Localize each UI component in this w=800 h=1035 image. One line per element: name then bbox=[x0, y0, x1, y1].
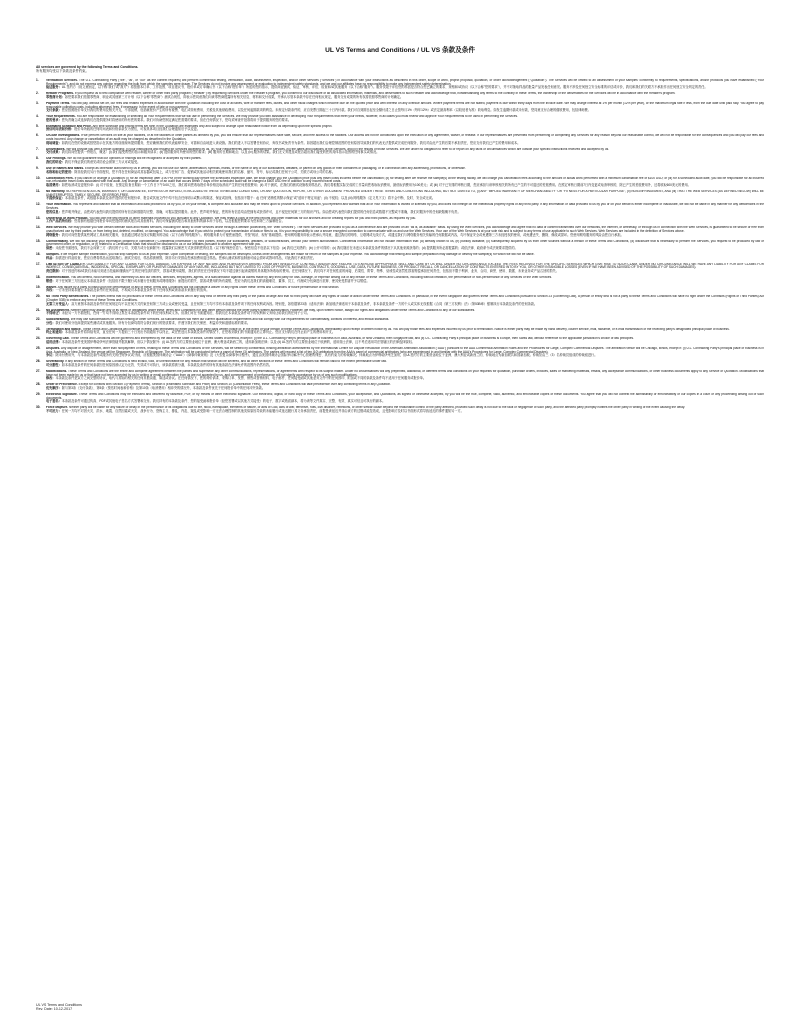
clause-heading-zh: 样品： bbox=[46, 255, 56, 260]
clause-heading: Your Requirements. bbox=[46, 115, 76, 119]
clause-number: 23. bbox=[36, 326, 41, 331]
clause-heading-zh: 电子签名： bbox=[46, 399, 62, 404]
clause-number: 2. bbox=[36, 91, 39, 96]
clause-body-zh: 您声明并保证，由您或代表您向我们提供的所有信息和数据均完整、准确，可据以提供服务。此外，您声明并保证，您的所有信息均由您拥有或获得许可，且不侵犯任何第三方的知识产权。如由您或代表您向我们提供的任何信息或数据不完整或不准确，我们对服务中的任何缺陷概不负责。 bbox=[61, 209, 461, 214]
clause-text-en: If you request us to test compliance with retailer, career or other third party program ("Retailer") by requesting Services under the Retailer's program, you consent to our disclosure of all associated information, materials, and deliverables to such Retailer and acknowledge that, notwithstanding any terms to the contrary in these Terms, the ownership of the deliverables for the Services will be in accordance with the Retailer's program. bbox=[74, 92, 676, 96]
clause-number: 16. bbox=[36, 251, 41, 256]
clause-number: 26. bbox=[36, 359, 41, 364]
clause-heading-zh: 支付条款： bbox=[46, 108, 62, 113]
clause-body-zh: 如需进行样品检查，您应自费将样品运送给我们。测试完成后，样品将被销毁，除非另行安排由您承担费用退还样品。您承认测试和样品制备可能会损坏或毁坏样品，对此我们不承担责任。 bbox=[55, 255, 317, 260]
clause-text-en: Neither party will be liable for any failure or delay in the performance of its obligations due to fire, flood, earthquake, elements of nature, or acts of God, acts of war, terrorism, riots, civil disorder, rebellions, or other similar cause beyond the reasonable control of the party affected, provided such delay is not due to the fault or negligence of such party, and the affected party promptly notifies the other party in writing of the event causing the delay. bbox=[69, 406, 686, 410]
clause-heading-zh: 零售商计划： bbox=[46, 94, 65, 99]
clause-number: 13. bbox=[36, 215, 41, 220]
clause-text-zh bbox=[46, 234, 764, 238]
clause-heading: Force Majeure. bbox=[46, 406, 69, 410]
clause-body-zh: UL 签约方（视文意而定，以下称"我们"或"我方"）将按照本订单、工作范围、项目建议书、报价单或订单确认书（以下合称"报价单"）所述的您的指示，提供商业测试、验证、审核、评估、检查和/或其他服务（以下合称"服务"）。服务仅限于评估您的样品是否符合您已确立的要求、规格和/或协议（以下合称"您的要求"），并不对抽取样品的批量产品发表任何意见。服务不涉及任何独立安全标准的评估或评价，我们和我们的关联方不承担作出任何独立安全判定的责任。 bbox=[61, 85, 708, 90]
clause-body bbox=[46, 406, 764, 413]
clause-text-en: The parties intend that no provisions of these Terms and Conditions will in any way bind or benefit any third party or the public at large and that no third party will have any rights or cause of action under these Terms and Conditions. In particular, in the event Singapore law governs these Terms and Conditions pursuant to Section 23 (Governing Law), a person or entity who is not a party to these Terms and Conditions will have no right under the Contracts (Rights of Third Parties) Act (Chapter 53B) to enforce any term of these Terms and Conditions. bbox=[46, 295, 764, 302]
clause-21 bbox=[36, 309, 764, 316]
clause-number: 17. bbox=[36, 261, 41, 266]
clause-text-en: These Terms and Conditions may be executed and delivered by facsimile, PDF, or by means of other electronic signature. Our electronic, digital, or hard copy of these Terms and Conditions, your acceptance, and Quotations, as signed or otherwise accepted, by you will be the true, complete, valid, authentic, and enforceable copies of these documents. You agree that you will not contest the admissibility or enforceability of our copies in a court or any proceeding arising out of such documents. bbox=[46, 392, 764, 400]
footer-rev-date: Rev. Date: 10-12-2017 bbox=[36, 1007, 73, 1012]
clause-body bbox=[46, 286, 764, 293]
clause-body bbox=[46, 190, 764, 201]
clause-heading: No Assignment. bbox=[46, 308, 70, 312]
clause-number: 18. bbox=[36, 274, 41, 279]
clause-number: 7. bbox=[36, 146, 39, 151]
clause-text-en: If we perform Services on site at your facilities, or at the facilities of other parties as directed by you, you will ensure that our representatives have safe, secure, and free access to the facilities. Our access will not be conditioned upon the execution of any agreement, waiver, or release. If our representatives are prevented from performing or completing any Services for any reason beyond our reasonable control, we will not be responsible for the consequences and you will pay our fees and costs incurred. Any change or cancellation of an audit may be charged as described in the Quotation. bbox=[46, 134, 764, 142]
clause-20 bbox=[36, 295, 764, 306]
clause-number: 1. bbox=[36, 77, 39, 82]
clause-body-zh: 报价单所载的任何时间表和价格条款仅为预估，可视具体项目经我们合理通知后予以变更。 bbox=[74, 127, 200, 132]
intro-zh: 所有服务均受以下条款及条件约束。 bbox=[36, 68, 89, 73]
clause-15 bbox=[36, 240, 764, 251]
clause-body-zh: 如本条款及条件的任何条款因任何原因被认定为无效、失效或不可执行，该条款将被分割，本条款及条件的所有其他条款在法律允许的范围内仍然有效。 bbox=[61, 363, 273, 368]
clause-12 bbox=[36, 203, 764, 214]
clause-number: 24. bbox=[36, 336, 41, 341]
clause-body-zh: 一方未坚持要求履行本条款及条件的任何条款，不构成对本条款及条件项下任何权利或该条款未来履行的放弃。 bbox=[55, 288, 210, 293]
clause-heading-zh: 无第三方受益人： bbox=[46, 301, 72, 306]
clause-body bbox=[46, 360, 764, 367]
clause-heading: Disputes. bbox=[46, 347, 61, 350]
clause-body-zh: 任何一方均不对因火灾、洪水、地震、自然因素或天灾、战争行为、恐怖主义、暴乱、内乱、叛乱或受影响一方无法合理控制的其他类似原因导致的未能履行或延迟履行其义务承担责任，前提是该延迟并非由该方的过错或疏忽造成，且受影响方及时以书面形式将导致延迟的事件通知另一方。 bbox=[61, 409, 464, 413]
clause-29 bbox=[36, 393, 764, 404]
clause-text-zh bbox=[46, 161, 764, 165]
clause-body bbox=[46, 148, 764, 155]
clause-heading-zh: 您的信息： bbox=[46, 209, 62, 214]
clause-text-en: We will not disclose your information obtained in confidence ("Confidential Information") to third parties, except our subsidiaries, affiliates, or subcontractors, without your written authorization. Confidential Information will not include information that: (a) already known to us, (b) publicly available, (c) subsequently acquired by us from other sources without a breach of these Terms and Conditions, (d) disclosure that is necessary to perform the Services, you request to be produced by law or government order, or regulation, or (f) related to a Certification Mark that should be disclosed to us or our affiliates pursuant to another agreement with you. bbox=[46, 239, 764, 247]
clause-heading: Web Services. bbox=[46, 226, 68, 230]
page-footer bbox=[36, 1003, 82, 1012]
clause-heading: Severability. bbox=[46, 360, 65, 364]
clause-body bbox=[46, 309, 764, 316]
clause-text-en: OUR LIABILITY FOR ANY CLAIMS FOR LOSS, DAMAGE, OR EXPENSE OF ANY NATURE AND HOWSOEVER ARISING FROM ANY BREACH OF CONTRACT AND/OR ANY FAILURE TO EXERCISE APPROPRIATE SKILL AND CARE BY US WILL UNDER NO CIRCUMSTANCE EXCEED THE FEES RECEIVED FOR THE SPECIFIC SERVICES WHICH GIVE RISE TO SUCH CLAIM. UNDER NO CIRCUMSTANCE WILL WE HAVE ANY LIABILITY FOR ANY CLAIMS FOR INDIRECT, CONSEQUENTIAL, INCIDENTAL, SPECIAL, EXEMPLARY, OR PUNITIVE DAMAGES OF ANY NATURE, INCLUDING BUT NOT LIMITED TO LOSS OF PROFITS, BUSINESS, CONTRACTS, GOODWILL, USE, DATA, FUTURE BUSINESS, OR PRODUCT RECALL, OR CANCELLATION OF CONTRACTS ENTERED INTO BY YOU, OR OTHER INTANGIBLE LOSSES (EVEN IF WE HAVE BEEN ADVISED OF THE POSSIBILITY OF SUCH DAMAGES). bbox=[46, 262, 764, 270]
clause-text-zh bbox=[46, 331, 764, 335]
clause-body bbox=[46, 125, 764, 132]
clause-body bbox=[46, 337, 764, 344]
clause-text-en: If we require sample examination, you will ship samples to us at your expense. Upon completion of testing, the samples will be destroyed, unless other arrangements are made for return of the samples at your expense. You acknowledge that testing and sample preparation may damage or destroy the sample(s) for which we will not be liable. bbox=[60, 252, 535, 256]
clause-number: 10. bbox=[36, 175, 41, 180]
clause-heading-zh: 修改： bbox=[46, 376, 56, 381]
clause-body-zh: 本条款及条件受美国伊利诺伊州法律管辖并据其解释，但以下情况除外：(i) UL签约方的主要营业地位于亚洲、澳大利亚或新西兰的，适用新加坡法律；以及 (ii) UL签约方的主要营业地位于欧洲的，适用瑞士法律，且不考虑适用司法管辖区的法律选择原则。 bbox=[61, 340, 415, 345]
clause-text-en: If any section of these Terms and Conditions is held invalid, void, or unenforceable for any reason that section will be severed, and all other sections of these Terms and Conditions will remain valid to the extent permissible under law. bbox=[65, 360, 387, 364]
clause-body bbox=[46, 263, 764, 274]
clause-9 bbox=[36, 167, 764, 174]
clause-heading: Samples. bbox=[46, 252, 60, 256]
clause-text-zh bbox=[46, 171, 764, 175]
clause-body-zh: 您将拥有根据任何报价单向您提供的测试报告或其他材料。我们可保留测试报告和其他材料的副本用于存档，以及根据您的要求为您和第三方编制报告。 bbox=[74, 219, 285, 224]
clause-17 bbox=[36, 263, 764, 274]
clause-text-zh bbox=[46, 364, 764, 368]
clause-heading-zh: 不可抗力： bbox=[46, 409, 62, 413]
clause-body-zh: 未经您书面授权，我们不会向第三方（我们的子公司、关联方或分包商除外）披露我们以保密方式获得的您的信息（以下称"保密信息"）。保密信息不包括以下信息：(a) 我们已知悉的；(b) 公开可得的；(c) 我们随后在未违反本条款及条件的情况下从其他来源获得的；(d) 提供服务所必需披露的；或依法律、政府命令或法规要求提供的。 bbox=[55, 246, 518, 251]
clause-text-en: If you cancel or change a Quotation: (i) for an inspection after 3:00 PM of the working day before the scheduled inspection date, we shall charge you the Quotation price plus any travel costs incurred before the cancellation; (ii) for testing after we receive the sample(s) at the testing facility, we will charge you cancellation fees according to the amount of actual work performed with a minimum cancellation fee of $100 USD; or (iii) for a scheduled audit date, you will be responsible for all incurred non-refundable travel costs associated with that audit. Any change or cancellation of an audit that occurs within 7 days of the scheduled audit will be charged a $600 USD fee in addition to any incurred travel costs. bbox=[46, 176, 764, 184]
clause-heading: No Warranty. bbox=[46, 189, 66, 193]
clause-heading-zh: 优先顺序： bbox=[46, 386, 62, 391]
clause-text-zh bbox=[46, 211, 764, 215]
clause-3 bbox=[36, 102, 764, 113]
clause-body-zh: 除非经我们另行书面授权，您不得在任何商品或其容器或包装上，或与任何广告、促销或其他活动相关联地使用我们的名称、缩写、符号、标记或我们任何子公司、关联方或母公司的名称。 bbox=[74, 169, 335, 174]
clause-text-zh bbox=[46, 289, 764, 293]
clause-24 bbox=[36, 337, 764, 344]
clause-body-zh: 您负责确立或选择我们在提供服务时将使用的所有您的要求。我们可协助您制定满足您需要的要求，但在任何情况下，您均须审查并批准将用于提供服务的您的要求。 bbox=[61, 117, 291, 122]
clause-text-zh bbox=[46, 341, 764, 345]
clause-text-en: You represent and warrant that all information and data provided to us by you, or on your behalf, is complete and accurate and may be relied upon to provide Services. In addition, you represent and warrant that all of Your Information is owned or licensed by you, and does not infringe on the intellectual property rights of any third party. If any information or data provided to us by you or on your behalf is either incomplete or inaccurate, we will not be liable in any manner for any deficiencies in the Services. bbox=[46, 203, 764, 210]
clause-heading-zh: 工作产品的所有权： bbox=[46, 219, 75, 224]
clause-text-zh bbox=[46, 184, 764, 188]
clause-body bbox=[46, 383, 764, 390]
clause-text-en: You are responsible for establishing or selecting all Your Requirements that we will use in performing the Services. We may provide you with assistance in developing Your Requirements that meet your needs, however, in all cases you must review and approve Your Requirements to be used in performing the Services. bbox=[76, 115, 518, 119]
clause-heading: Modifications. bbox=[46, 369, 68, 373]
clause-19 bbox=[36, 286, 764, 293]
clause-text-en: Any time schedule and pricing terms set forth in the Quotation are estimates only and subject to change upon reasonable notice from us depending upon the specific project. bbox=[92, 124, 333, 128]
clause-body bbox=[46, 328, 764, 335]
clause-heading: On-Site Investigations. bbox=[46, 134, 81, 138]
clause-body bbox=[46, 157, 764, 164]
clause-body bbox=[46, 347, 764, 358]
clause-heading-zh: 网络服务： bbox=[46, 232, 62, 237]
clause-27 bbox=[36, 370, 764, 381]
clause-body-zh: 本条款及条件将持续有效，直至任何一方提前三十日发出书面通知予以终止，或在您违反本条款及条件的情况下，在您收到我们的书面通知后立即终止。您应支付我们在终止前产生的费用和开支。 bbox=[64, 330, 335, 335]
clause-heading-zh: 不得转让： bbox=[46, 311, 62, 316]
clause-heading-zh: 预估时间表和价格： bbox=[46, 127, 75, 132]
clause-body-zh: 我们不保证我们的意见或结论会被第三方认可或接受。 bbox=[64, 160, 141, 165]
clause-body bbox=[46, 393, 764, 404]
clause-number: 20. bbox=[36, 294, 41, 299]
clause-body-zh: 我们可向您提供某些网站工具和相关服务，包括通过网站在线订购服务的功能（以下合称"网络服务"）。网络服务系为方便您而提供，并按"现状、现有"基础提供。使用网络服务即表示您承认并同意，通过我们的网络、互联网或无线方式，或通过我们与网络服务相关传输的任何数据或内容，均不保证安全或免遭第三方未经授权的使用，或免遭丢失、删除、修改或损坏。您使用网络服务的风险由您自行承担。 bbox=[61, 232, 624, 237]
clause-text-en: Any dispute or disagreement, other than nonpayment of fees, relating to these Terms and Conditions or the Services, will be settled by confidential, binding arbitration administered by the International Centre for Dispute Resolution of the American Arbitration Association ("AAA") pursuant to the AAA Commercial Arbitration Rules and the Procedures for Large, Complex Commercial Disputes. The arbitration venue will be Chicago, Illinois, except if: (i) U.L. Contracting Party's principal place of business is in Asia, Australia, or New Zealand, the venue will be Singapore, Republic of Singapore. The arbitration will be conducted before a panel of three (3) arbitrators. The parties will request a list of ten (10) arbitrators from the AAA's panel of commercial arbitrators (who are experienced in and familiar with the AAA's Procedures for Large, Complex Commercial Disputes). bbox=[46, 347, 764, 354]
clause-heading-zh: 名称和标记的使用： bbox=[46, 169, 75, 174]
clause-heading: Your Information. bbox=[46, 203, 72, 207]
clause-text-en: You will pay, without set off, our fees and related expenses in accordance with the Quotation including the cost of all taxes, wire or transfer fees, duties, and other fiscal charges which become due on the quoted price and with interest on any overdue amount. Where payment terms are not stated, payment is due within thirty days from the invoice date. We may charge interest at 1% per month (12% per year), or the maximum legal rate if less, from the due date until paid fully. You agree to pay reasonable collection costs, including attorneys' fees, if necessary, in the event of late or non-payment. bbox=[46, 101, 764, 109]
clause-number: 14. bbox=[36, 225, 41, 230]
clause-text-en: These Terms and Conditions are the entire and complete agreement between the parties and supersede any other communications, representations, or agreements with respect to its subject matter. Under no circumstances will any preprinted, additional, or different terms and conditions on your requests for quotation, purchase orders, invoices, sales or marketing materials, emails, any acceptance communications, or other business documents apply to any Service or Quotation. Modifications that have not been made by us or that have not been accepted by us in writing or email confirmation from us are not accepted by us, and commencement of performance will not signify acceptance by us of any such modifications. bbox=[46, 369, 764, 377]
clause-body-zh: 如您要求我们依据零售商、职业或其他第三方计划（以下合称"零售商"）测试合规性，即表示您同意我们向该零售商披露所有相关信息、材料和交付成果，并承认尽管本条款中存在任何相反规定，服务交付成果的所有权将依照零售商的计划确定。 bbox=[64, 94, 404, 99]
clause-8 bbox=[36, 157, 764, 164]
clause-heading: Electronic Signature. bbox=[46, 392, 78, 396]
clause-7 bbox=[36, 148, 764, 155]
clause-text-zh bbox=[46, 377, 764, 381]
clause-body-zh: 本条款及条件，或根据本条款及条件提供的任何报价单、报告或其他文件中均不包含任何明示或默示的陈述、保证或担保，包括但不限于：(i) 任何"适销性的默示保证"或"适用于特定用途"；(ii) 不侵权；以及 (iii) 网络服务（定义见下文）将不会中断、及时、安全或无误。 bbox=[64, 196, 436, 201]
clause-number: 29. bbox=[36, 391, 41, 396]
intro-en: All services are governed by the following Terms and Conditions. bbox=[36, 65, 139, 69]
clause-number: 19. bbox=[36, 284, 41, 289]
clause-text-zh bbox=[46, 197, 764, 201]
clause-heading: Confidentiality. bbox=[46, 239, 69, 243]
clause-heading-zh: 您的要求： bbox=[46, 117, 62, 122]
clause-body-zh: 未经另一方书面授权，任何一方均不得转让其在本条款及条件项下的任何权利或义务。但我们可在书面通知后，将我们在本条款及条件项下的权利和义务转让给我们的任何子公司。 bbox=[61, 311, 310, 316]
clause-text-zh bbox=[46, 322, 764, 326]
clause-heading-zh: 交付成果： bbox=[46, 150, 62, 155]
clause-body bbox=[46, 134, 764, 145]
clause-text-en: Neither party may assign any of its rights or obligations under these Terms and Conditions nor any other person without the other party's written authorization. However, we may, upon written notice, assign our rights and obligations under these Terms and Conditions to any of our subsidiaries. bbox=[70, 308, 476, 312]
clause-number: 30. bbox=[36, 405, 41, 410]
clause-text-zh bbox=[46, 96, 764, 100]
clause-text-zh bbox=[46, 247, 764, 251]
clause-10 bbox=[36, 177, 764, 188]
clause-text-en: Any failure by a party to insist upon the performance of any of these Terms and Conditions will not constitute a waiver of any rights under these Terms and Conditions or future performance of that section. bbox=[57, 285, 340, 289]
clause-heading: LIMITATION OF LIABILITY. bbox=[46, 262, 86, 266]
clause-body-zh: 除与第3条（支付条款）、第5条（预估时间表和价格）及第10条（取消费用）相冲突的情况外，本条款及条件优先于任何报价单中的任何冲突条款。 bbox=[61, 386, 265, 391]
clause-heading: Payment Terms. bbox=[46, 101, 71, 105]
intro bbox=[36, 66, 764, 74]
clause-30 bbox=[36, 406, 764, 413]
clause-heading-zh: 终止和通知： bbox=[46, 330, 65, 335]
clause-number: 12. bbox=[36, 202, 41, 207]
clause-23 bbox=[36, 328, 764, 335]
clause-body bbox=[46, 203, 764, 214]
clause-number: 22. bbox=[36, 317, 41, 322]
clause-body bbox=[46, 177, 764, 188]
clause-heading: Waiver. bbox=[46, 285, 57, 289]
clause-heading: Order of Precedence. bbox=[46, 383, 78, 387]
clause-heading: Our Findings. bbox=[46, 157, 67, 161]
clause-text-zh bbox=[46, 142, 764, 146]
clause-body-zh: 对于因违约和/或我们未能尽到适当技能和谨慎而产生的任何性质的损失、损害或费用索赔，我们的责任在任何情况下均不超过就引起该索赔的具体服务所收取的费用。在任何情况下，我们均不对任何性质的间接、后果性、附带、特殊、惩戒性或惩罚性损害赔偿承担任何责任，包括但不限于利润、业务、合同、商誉、使用、数据、未来业务或产品召回的损失。 bbox=[61, 269, 559, 273]
clause-body-zh: 本条款及条件可通过传真、PDF或其他电子签名方式签署和交付。我们持有的本条款及条件、您的接受函和报价单（经您签署或以其他方式接受）的电子、数字或纸质副本，将为该等文件真实、完整、有效、真实可信且可执行的副本。 bbox=[61, 399, 386, 404]
clause-number: 27. bbox=[36, 368, 41, 373]
clause-heading-zh: 可分割性： bbox=[46, 363, 62, 368]
clause-text-zh bbox=[46, 128, 764, 132]
clause-heading: Verification Services. bbox=[46, 78, 78, 82]
clause-text-zh bbox=[46, 109, 764, 113]
clause-heading: No Third Party Beneficiaries. bbox=[46, 295, 90, 299]
clause-text-zh bbox=[46, 86, 764, 90]
clause-text-zh bbox=[46, 270, 764, 274]
clause-number: 15. bbox=[36, 238, 41, 243]
clause-1 bbox=[36, 79, 764, 90]
clause-number: 6. bbox=[36, 133, 39, 138]
clause-heading: Deliverables. bbox=[46, 147, 66, 151]
clause-text-zh bbox=[46, 303, 764, 307]
clause-text-zh bbox=[46, 312, 764, 316]
clause-26 bbox=[36, 360, 764, 367]
clause-number: 28. bbox=[36, 382, 41, 387]
clause-25 bbox=[36, 347, 764, 358]
clause-heading-zh: 取消费用： bbox=[46, 183, 62, 188]
clause-heading: Termination and Notice. bbox=[46, 327, 82, 331]
clause-body bbox=[46, 167, 764, 174]
clause-heading: Governing Law. bbox=[46, 337, 70, 341]
clause-body bbox=[46, 370, 764, 381]
clause-heading-zh: 适用法律： bbox=[46, 340, 62, 345]
clause-body bbox=[46, 79, 764, 90]
clause-body-zh: 除未付费用外，与本条款及条件或服务有关的任何争议或分歧，应根据美国仲裁协会（"AAA"）《商事仲裁规则》及《大型复杂商事争议程序》，通过由美国仲裁协会国际争议解决中心管理的保密、具有约束力的仲裁解决。仲裁地点为伊利诺伊州芝加哥，但UL签约方的主要营业地位于亚洲、澳大利亚或新西兰的，仲裁地点为新加坡共和国新加坡。仲裁应由三（3）名仲裁员组成的仲裁庭进行。 bbox=[55, 353, 598, 358]
clause-13 bbox=[36, 217, 764, 224]
clause-text-en: The U.L. Contracting Party ("we", "us", or "our" as the context requires) will perform commercial testing, verification, audit, assessment, inspection, and/or other services ("Services") in accordance with your instructions as described in this order, scope of work, project proposal, quotation, or order acknowledgement ("Quotation"). The Services will be limited to an assessment of your samples' conformity to requirements, specifications, and/or protocols you have established ("Your Requirements"), and do not express any opinion regarding the bulk from which the samples were drawn. The Services do not involve any assessment or evaluation to independent safety standards, and we and our affiliates have no responsibility to make any independent safety determination. bbox=[46, 78, 764, 86]
clause-2 bbox=[36, 92, 764, 99]
clause-body bbox=[46, 253, 764, 260]
clause-heading-zh: 分包： bbox=[46, 320, 56, 325]
clause-number: 5. bbox=[36, 123, 39, 128]
clause-28 bbox=[36, 383, 764, 390]
clause-11 bbox=[36, 190, 764, 201]
clause-body-zh: 您应按照报价单支付我们的费用及相关开支，不得抵销，包括就报价产生的所有税费、电汇或转账费用、关税及其他财政费用，以及任何逾期款项的利息。未规定付款条件的，应自发票日期起三十日内付款。我们可自到期日起至全额付清之日止按每月1%（每年12%）或法定最高利率（以较低者为准）收取利息。如发生逾期付款或未付款，您同意支付合理的催收费用，包括律师费。 bbox=[61, 108, 591, 113]
clause-text-en: Except for conflicts with Section 3 (Payment Terms), Section 5 (Estimated Schedule and Price) and Section 10 (Cancellation Fees), these Terms and Conditions will take precedence over any conflicting terms in any Quotation. bbox=[78, 383, 392, 387]
clause-text-en: We may use subcontractors for certain testing or other Services. All subcontractors will meet our current qualification requirements and will comply with our requirements for confidentiality, conflicts of interest, and ethical standards. bbox=[70, 318, 390, 322]
clause-text-zh bbox=[46, 119, 764, 123]
clause-22 bbox=[36, 318, 764, 325]
clause-body bbox=[46, 226, 764, 237]
clause-heading-zh: 保密： bbox=[46, 246, 56, 251]
clause-text-en: These Terms and Conditions will be governed and interpreted by the laws of the State of Illinois, United States of America, except if: (i) the U.L. Contracting Party's principal place of business is in Asia, Australia, or New Zealand, then Singapore law, and (ii) U.L. Contracting Party's principal place of business is Europe, then Swiss law, without reference to the applicable jurisdiction's choice of law principles. bbox=[70, 337, 634, 341]
clause-text-en: We will provide you with a report outlining: (i) your instructions and request for Services accepted by us, (ii) Your Requirements used in providing the Services, (iii) the dates and locations of the Services, and (iv) the results of those Services. We are under no obligation to refer to or report on any facts or circumstances which are outside your specific instructions received and accepted by us. bbox=[66, 147, 610, 151]
clause-body-zh: 我们将向您提供一份报告，概述：(i) 我们接受的您的指示和服务请求；(ii) 提供服务时所使用的您的要求；(iii) 服务的日期和地点；以及 (iv) 服务的结果。我们无义务提及或报告超出我们接受的您的具体指示范围的任何事实或情况。 bbox=[61, 150, 380, 155]
clause-14 bbox=[36, 226, 764, 237]
clause-body-zh: 如您取消或变更报价单：(i) 对于检查，在预定检查日期前一个工作日下午3:00之后，我们将向您收取报价单价格及取消前产生的任何差旅费用；(ii) 对于测试，在我们的测试设施收到样品后，我们将根据实际完成的工作量向您收取取消费用，最低取消费用为100美元；或 (iii) 对于已安排的审核日期，您应承担与该审核相关的所有已产生的不可退还的差旅费用。在预定审核日期前7日内变更或取消审核的，除已产生的差旅费用外，还将收取600美元的费用。 bbox=[61, 183, 691, 188]
clause-text-zh bbox=[46, 220, 764, 224]
clause-number: 25. bbox=[36, 346, 41, 350]
clause-body-zh: 本条款及条件是双方之间完整的协议，取代与其标的相关的任何其他沟通、陈述或协议。在任何情况下，您的询价请求、采购订单、发票、销售或营销材料、电子邮件、任何接受函或其他业务文件中的任何预印、附加或不同的条款及条件均不适用于任何服务或报价单。 bbox=[55, 376, 427, 381]
clause-heading: Use of Names and Marks. bbox=[46, 166, 85, 170]
clause-text-zh bbox=[46, 400, 764, 404]
clause-18 bbox=[36, 276, 764, 283]
clause-body bbox=[46, 318, 764, 325]
clause-body bbox=[46, 276, 764, 283]
footer-doc-name: UL VS Terms and Conditions bbox=[36, 1003, 82, 1007]
clause-body-zh: 我们可使用分包商提供某些测试或其他服务。所有分包商均将符合我们现行的资质要求，并遵守我们有关保密、利益冲突和道德标准的要求。 bbox=[55, 320, 251, 325]
clause-heading-zh: 现场调查： bbox=[46, 140, 62, 145]
clause-heading-zh: 弃权： bbox=[46, 288, 56, 293]
clause-text-zh bbox=[46, 354, 764, 358]
clause-16 bbox=[36, 253, 764, 260]
document-title: UL VS Terms and Conditions / UL VS 条款及条件 bbox=[325, 47, 475, 54]
clause-body bbox=[46, 217, 764, 224]
clause-body bbox=[46, 295, 764, 306]
clause-text-en: These Terms and Conditions will continue in effect until terminated by either party upon thirty days written notice or, in the event of your breach of these Terms and Conditions, immediately upon receipt of written notice by us. You will pay those fees and expenses incurred by us prior to termination. Notice is either party may be made by hand delivery, courier service, mail, facsimile, or e-mail transmission of the receiving party's designated principal place of business. bbox=[82, 327, 730, 331]
clause-text-en: You will defend, hold harmless, and indemnify us and our officers, directors, employees, agents, or a subcontractor against all claims made by any third party for loss, damage, or expense arising out of any breach of these Terms and Conditions, including without limitation, the performance or non-performance of any Services or the Web Services. bbox=[70, 275, 553, 279]
clause-text-en: You will own the test reports or other materials provided to you pursuant to any Quotation. We may retain a copy of the test reports and other materials for our archives and for creating reports for you and third parties, as required by you. bbox=[89, 216, 417, 220]
clause-4 bbox=[36, 115, 764, 122]
clause-heading-zh: 我们的结论： bbox=[46, 160, 65, 165]
clause-text-en: We do not guarantee that our opinions or findings will be recognized or accepted by third parties. bbox=[67, 157, 202, 161]
clause-6 bbox=[36, 134, 764, 145]
clause-body bbox=[46, 92, 764, 99]
clause-text-en: NO REPRESENTATION, WARRANTY, OR GUARANTEE, EXPRESS OR IMPLIED, IS INCLUDED IN THESE TERMS AND CONDITIONS, OR ANY QUOTATION, REPORT, OR OTHER DOCUMENT PROVIDED UNDER THESE TERMS AND CONDITIONS INCLUDING, BUT NOT LIMITED TO, (i) ANY "IMPLIED WARRANTY OF MERCHANTABILITY" OR "FITNESS FOR A PARTICULAR PURPOSE", (ii) NON-INFRINGEMENT, AND (iii) THAT THE WEB SERVICES (AS DEFINED BELOW) WILL BE UNINTERRUPTED, TIMELY, SECURE, OR ERROR-FREE. bbox=[46, 189, 764, 197]
clause-number: 21. bbox=[36, 307, 41, 312]
clause-heading: Estimated Schedule and Price. bbox=[46, 124, 92, 128]
clause-heading-zh: 争议： bbox=[46, 353, 56, 358]
clause-body-zh: 如我们在您的设施或按您指示在其他方的设施现场提供服务，您应确保我们的代表能够安全、可靠和自由地进入该设施。我们的进入不以签署任何协议、弃权书或免责书为条件。如因超出我们合理控制范围的任何原因导致我们的代表无法提供或完成任何服务，我们对由此产生的后果不承担责任，您应支付我们已产生的费用和成本。 bbox=[61, 140, 521, 145]
clause-body bbox=[46, 102, 764, 113]
clauses-list bbox=[36, 79, 764, 414]
clause-text-zh bbox=[46, 410, 764, 414]
clause-heading-zh: 责任限制： bbox=[46, 269, 62, 273]
clause-number: 8. bbox=[36, 156, 39, 161]
clause-number: 9. bbox=[36, 165, 39, 170]
clause-heading-zh: 验证服务： bbox=[46, 85, 62, 90]
clause-5 bbox=[36, 125, 764, 132]
clause-number: 3. bbox=[36, 100, 39, 105]
clause-heading: Indemnification. bbox=[46, 275, 71, 279]
clause-text-zh bbox=[46, 280, 764, 284]
clause-text-en: Except as otherwise authorized by us in writing, you will not use our name, abbreviation, symbols, marks, or the name of any of our subsidiaries, affiliates, or parent on any goods or their containers or packaging, or in connection with any advertising, promotions, or otherwise. bbox=[84, 166, 466, 170]
clause-text-zh bbox=[46, 257, 764, 261]
clause-number: 4. bbox=[36, 114, 39, 119]
clause-heading: Subcontracting. bbox=[46, 318, 70, 322]
clause-heading-zh: 赔偿： bbox=[46, 278, 56, 283]
clause-text-zh bbox=[46, 387, 764, 391]
clause-number: 11. bbox=[36, 188, 41, 193]
clause-heading: Ownership of Work Product. bbox=[46, 216, 89, 220]
clause-body bbox=[46, 115, 764, 122]
clause-heading: Cancellation Fees. bbox=[46, 176, 74, 180]
clause-body bbox=[46, 240, 764, 251]
clause-text-zh bbox=[46, 151, 764, 155]
clause-heading-zh: 不提供保证： bbox=[46, 196, 65, 201]
clause-body-zh: 对于任何第三方因违反本条款及条件（包括但不限于履行或未履行任何服务或网络服务）而提出的损失、损害或费用的所有索赔，您应为我们及我们的高级职员、董事、员工、代理或分包商进行抗辩、使其免受损害并予以赔偿。 bbox=[55, 278, 370, 283]
clause-heading: Retailer Programs. bbox=[46, 92, 74, 96]
clause-body-zh: 双方意图本条款及条件的任何规定均不以任何方式约束任何第三方或公众或使其受益，且任何第三方均不享有本条款及条件项下的任何权利或诉因。特别是，如依据第23条（适用法律）新加坡法律适用于本条款及条件，非本条款及条件一方的个人或实体无权根据《合同（第三方权利）法》（第53B章）强制执行本条款及条件的任何条款。 bbox=[71, 301, 538, 306]
clause-text-en: We may provide you with certain website tools and related services, including the ability to order services online through a website (collectively, the "Web Services"). The Web Services are provided to you as a convenience and are provided on an "as is, as available" basis. By using the Web Services, you acknowledge and agree that no data or content transmitted over our networks, the Internet, or wirelessly, or through us in connection with the Web Services, is guaranteed to be secure or free from unauthorized use by third parties, or from being lost, deleted, modified, or damaged. You acknowledge that if you wish to protect your transmission of data or files to us, it is your responsibility to use a secure encrypted connection to communicate with us and use the Web Services. Your use of the Web Services is at your sole risk and is subject to any terms of use applicable to such Web Services. Web Services are included in the definition of Services above. bbox=[46, 226, 764, 233]
